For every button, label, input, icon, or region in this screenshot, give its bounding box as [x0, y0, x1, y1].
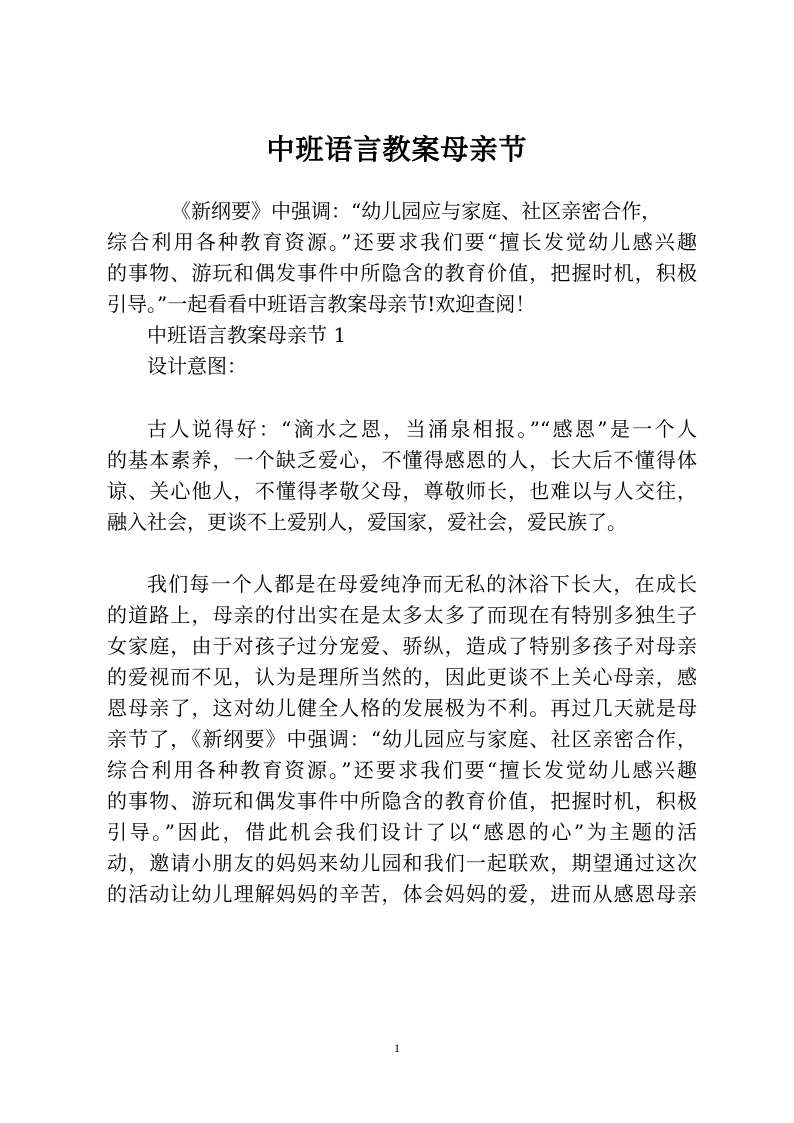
- document-title: 中班语言教案母亲节: [266, 133, 528, 166]
- text-line: 古人说得好：“滴水之恩，当涌泉相报。”“感恩”是一个人: [147, 417, 697, 441]
- text-line: 恩母亲了，这对幼儿健全人格的发展极为不利。再过几天就是母: [107, 696, 697, 720]
- text-line: 女家庭，由于对孩子过分宠爱、骄纵，造成了特别多孩子对母亲: [107, 634, 697, 658]
- text-line: 的事物、游玩和偶发事件中所隐含的教育价值，把握时机，积极: [107, 789, 697, 813]
- text-line: 的爱视而不见，认为是理所当然的，因此更谈不上关心母亲，感: [107, 665, 697, 689]
- section-heading: 中班语言教案母亲节 1: [147, 323, 347, 347]
- text-line: 融入社会，更谈不上爱别人，爱国家，爱社会，爱民族了。: [107, 510, 627, 534]
- text-line: 谅、关心他人，不懂得孝敬父母，尊敬师长，也难以与人交往，: [107, 479, 697, 503]
- text-line: 我们每一个人都是在母爱纯净而无私的沐浴下长大，在成长: [147, 572, 697, 596]
- text-line: 的事物、游玩和偶发事件中所隐含的教育价值，把握时机，积极: [107, 261, 697, 285]
- text-line: 的道路上，母亲的付出实在是太多太多了而现在有特别多独生子: [107, 603, 697, 627]
- subheading: 设计意图：: [147, 354, 247, 378]
- text-line: 综合利用各种教育资源。”还要求我们要“擅长发觉幼儿感兴趣: [107, 230, 697, 254]
- text-line: 动，邀请小朋友的妈妈来幼儿园和我们一起联欢，期望通过这次: [107, 851, 697, 875]
- text-line: 亲节了，《新纲要》中强调：“幼儿园应与家庭、社区亲密合作，: [107, 727, 697, 751]
- page-number: 1: [394, 1041, 400, 1055]
- text-line: 引导。”一起看看中班语言教案母亲节!欢迎查阅！: [107, 292, 536, 316]
- text-line: 综合利用各种教育资源。”还要求我们要“擅长发觉幼儿感兴趣: [107, 758, 697, 782]
- text-line: 的基本素养，一个缺乏爱心，不懂得感恩的人，长大后不懂得体: [107, 448, 697, 472]
- text-line: 的活动让幼儿理解妈妈的辛苦，体会妈妈的爱，进而从感恩母亲: [107, 882, 697, 906]
- text-line: 引导。”因此，借此机会我们设计了以“感恩的心”为主题的活: [107, 820, 697, 844]
- text-line: 《新纲要》中强调：“幼儿园应与家庭、社区亲密合作，: [171, 199, 662, 223]
